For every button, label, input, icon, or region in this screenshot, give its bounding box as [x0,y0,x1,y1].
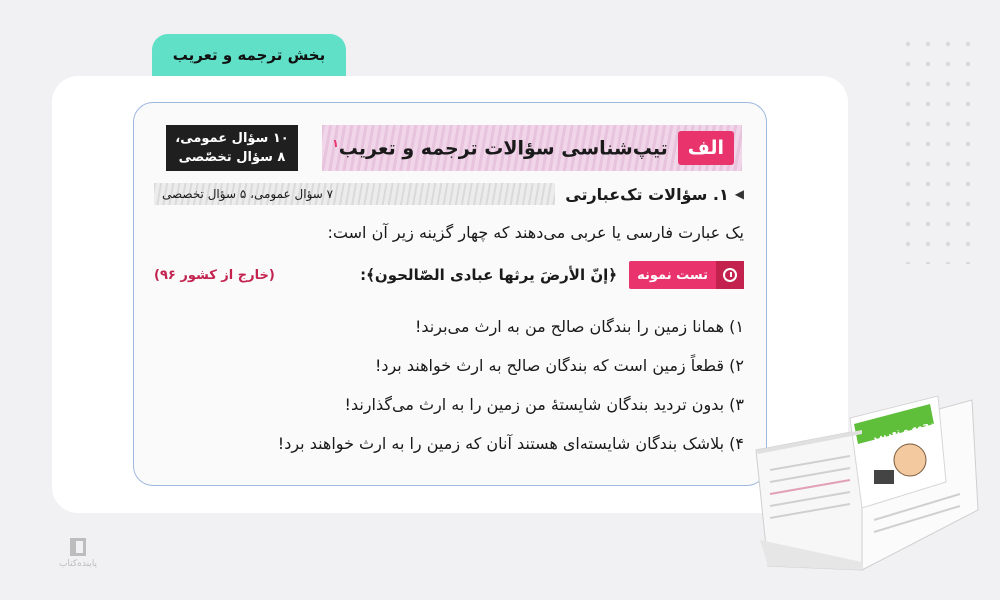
exam-source: (خارج از کشور ۹۶) [154,267,275,283]
book-cover-label: ترجمه و تعریب [872,417,939,444]
stopwatch-icon [716,261,744,289]
book-excerpt-panel [133,102,767,486]
option-2: ۲) قطعاً زمین است که بندگان صالح به ارث خواهند برد! [374,356,744,375]
publisher-logo-icon [70,538,86,556]
dot-pattern [898,34,978,264]
question-count-box [166,125,298,171]
subsection-title: ۱. سؤالات تک‌عبارتی [565,184,729,204]
alef-badge: الف [678,131,734,165]
footnote-marker: ۱ [332,136,339,150]
answer-options [278,307,744,463]
triangle-bullet-icon: ◀ [734,187,744,201]
intro-text: یک عبارت فارسی یا عربی می‌دهند که چهار گزینه زیر آن است: [327,223,744,242]
subsection-band [154,183,555,205]
option-4: ۴) بلاشک بندگان شایسته‌ای هستند آنان که زمین را به ارث خواهند برد! [277,434,744,453]
sample-test-row [154,261,744,289]
section-tag [152,34,346,76]
count-line-general: ۱۰ سؤال عمومی، [175,131,289,146]
open-book-illustration [750,390,980,580]
publisher-logo-text: پاینده‌کتاب [58,559,98,569]
header-title [332,137,668,159]
sample-test-badge [629,261,744,289]
subsection-counts: ۷ سؤال عمومی، ۵ سؤال تخصصی [162,187,334,201]
count-line-special: ۸ سؤال تخصّصی [178,150,286,165]
publisher-logo [58,538,98,578]
sample-test-label: تست نمونه [637,267,708,283]
header-title-text: تیپ‌شناسی سؤالات ترجمه و تعریب [338,137,668,160]
header-band [322,125,742,171]
option-3: ۳) بدون تردید بندگان شایستهٔ من زمین را به ارث می‌گذارند! [344,395,744,414]
section-tag-label: بخش ترجمه و تعریب [172,46,326,64]
arabic-quote: ﴿إنّ الأرضَ يرثها عبادی الصّالحون﴾: [360,266,618,284]
subsection-row [154,183,744,205]
option-1: ۱) همانا زمین را بندگان صالح من به ارث می‌برند! [414,317,744,336]
